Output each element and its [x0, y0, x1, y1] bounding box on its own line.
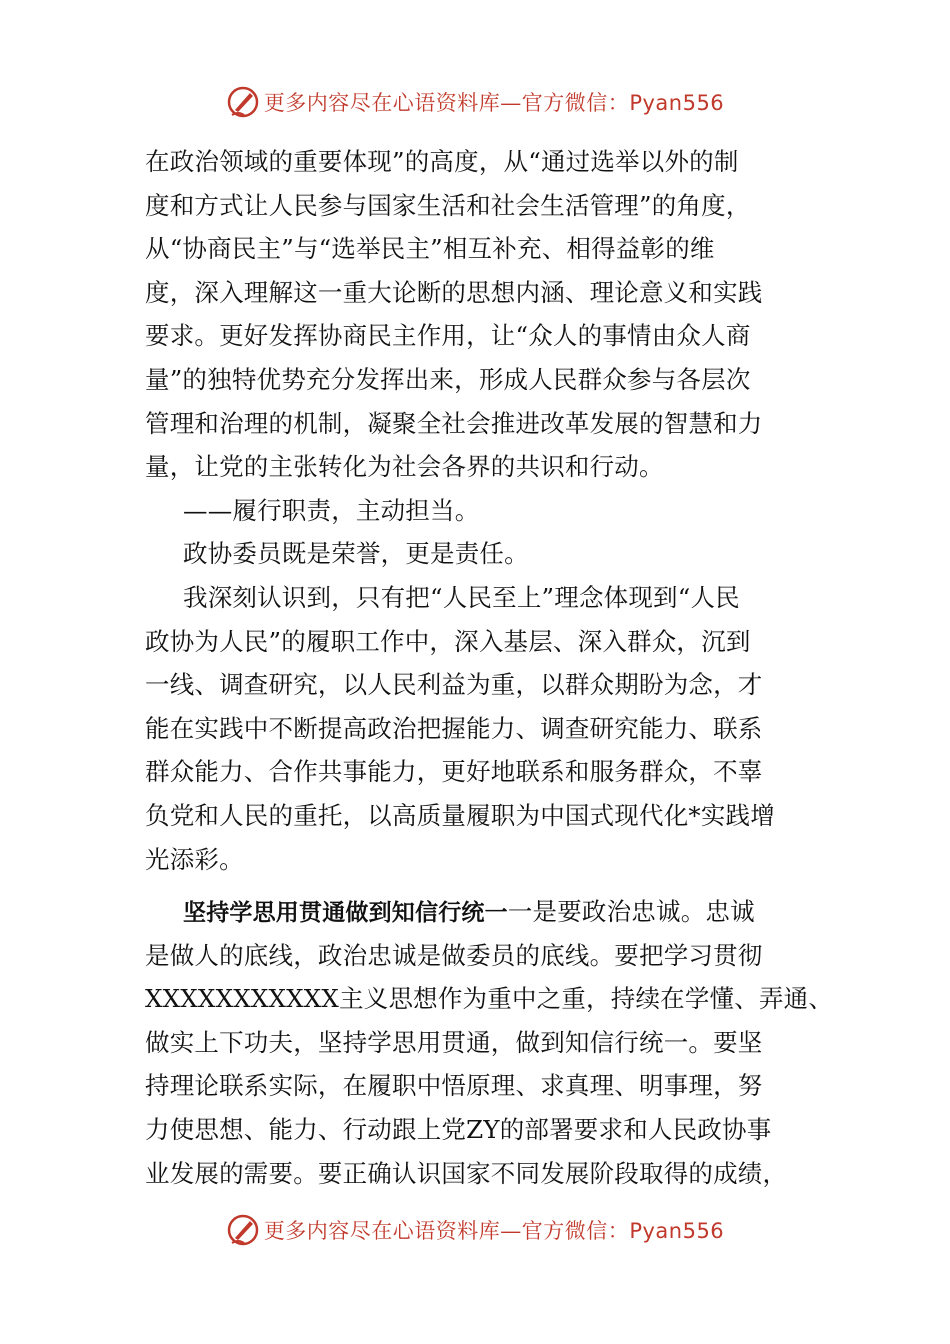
text-line: 是做人的底线，政治忠诚是做委员的底线。要把学习贯彻 — [145, 940, 763, 970]
section-heading: 坚持学思用贯通做到知信行统一 — [183, 900, 508, 927]
text-line: 我深刻认识到，只有把“人民至上”理念体现到“人民 — [183, 582, 740, 612]
text-line: 业发展的需要。要正确认识国家不同发展阶段取得的成绩， — [145, 1158, 788, 1188]
document-body — [145, 140, 834, 1195]
footer-banner — [0, 1210, 950, 1250]
text-line: 在政治领域的重要体现”的高度，从“通过选举以外的制 — [145, 147, 739, 176]
text-line: 管理和治理的机制，凝聚全社会推进改革发展的智慧和力 — [145, 408, 763, 438]
heading-line: 坚持学思用贯通做到知信行统一一是要政治忠诚。忠诚 — [183, 897, 755, 927]
pen-logo-icon — [226, 85, 260, 119]
text-line: 群众能力、合作共事能力，更好地联系和服务群众，不辜 — [145, 757, 763, 787]
text-line: 力使思想、能力、行动跟上党ZY的部署要求和人民政协事 — [145, 1115, 772, 1145]
header-banner — [0, 82, 950, 122]
text-line: 能在实践中不断提高政治把握能力、调查研究能力、联系 — [145, 713, 763, 743]
text-line: ——履行职责，主动担当。 — [183, 495, 480, 525]
footer-banner-text: 更多内容尽在心语资料库—官方微信：Pyan556 — [263, 1219, 725, 1243]
text-line: 政协为人民”的履职工作中，深入基层、深入群众，沉到 — [145, 626, 751, 656]
text-line: 持理论联系实际，在履职中悟原理、求真理、明事理，努 — [145, 1071, 763, 1101]
text-line: 负党和人民的重托，以高质量履职为中国式现代化*实践增 — [145, 800, 775, 830]
text-line: 度和方式让人民参与国家生活和社会生活管理”的角度， — [145, 190, 751, 220]
text-line: 从“协商民主”与“选举民主”相互补充、相得益彰的维 — [145, 234, 715, 264]
text-line: 量，让党的主张转化为社会各界的共识和行动。 — [145, 452, 664, 482]
text-line: 量”的独特优势充分发挥出来，形成人民群众参与各层次 — [145, 364, 751, 394]
text-line: XXXXXXXXXXX主义思想作为重中之重，持续在学懂、弄通、 — [145, 984, 834, 1014]
text-line: 一线、调查研究，以人民利益为重，以群众期盼为念，才 — [145, 670, 763, 700]
pen-logo-icon — [226, 1213, 260, 1247]
text-line: 政协委员既是荣誉，更是责任。 — [183, 539, 529, 569]
header-banner-text: 更多内容尽在心语资料库—官方微信：Pyan556 — [263, 91, 725, 115]
text-line: 度，深入理解这一重大论断的思想内涵、理论意义和实践 — [145, 277, 763, 307]
text-line: 要求。更好发挥协商民主作用，让“众人的事情由众人商 — [145, 321, 751, 351]
text-line: 做实上下功夫，坚持学思用贯通，做到知信行统一。要坚 — [145, 1027, 763, 1057]
text-line: 光添彩。 — [145, 844, 244, 874]
